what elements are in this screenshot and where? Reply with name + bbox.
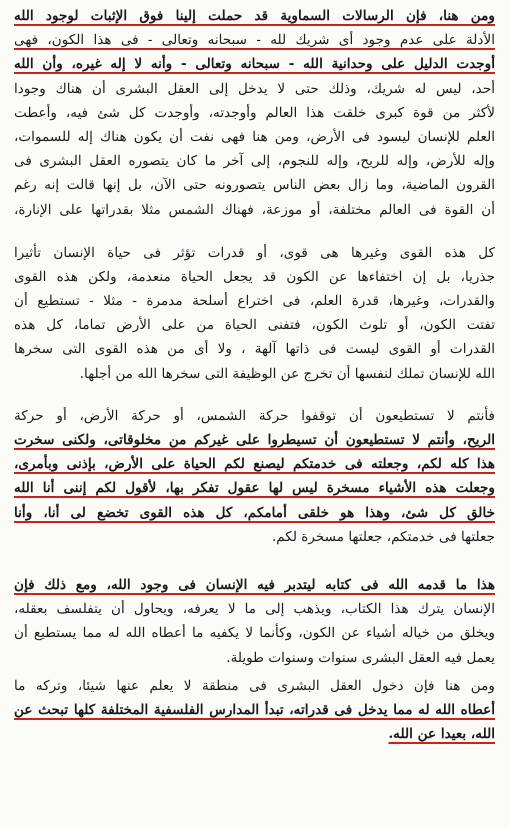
text-line: تفتت الكون، أو تلوث الكون، فتفنى الحياة من على الأرض تماما، كل هذه [14,317,495,334]
text-line: ويخلق من خياله أشياء عن الكون، وكأنما لا يكفيه ما أعطاه الله له مما يستطيع أن [14,625,495,642]
text-line: الإنسان يترك هذا الكتاب، ويذهب إلى ما لا يعرفه، ويحاول أن يتفلسف بعقله، [14,601,495,618]
text-line: القدرات أو القوى ليست فى ذاتها آلهة ، ولا أى من هذه القوى التى سخرها [14,341,495,358]
underlined-span: خالق كل شئ، وهذا هو خلقى أمامكم، كل هذه القوى تخضع لى أنا، وأنا [14,504,495,521]
underlined-span: وجعلت هذه الأشياء مسخرة ليس لها عقول تفكر بها، لأقول لكم إننى أنا الله [14,480,495,497]
underlined-span: الأدلة على عدم وجود أى شريك لله - سبحانه وتعالى - فى هذا الكون، فهى [14,32,495,49]
underlined-span: أعطاه الله له مما يدخل فى قدراته، تبدأ المدارس الفلسفية المختلفة كلها تبحث عن [14,701,495,718]
text-line: القرون الماضية، وما زال بعض الناس يتصورونه حتى الآن، بل إنها قالت إنه رغم [14,177,495,194]
text-line [14,501,495,525]
text-line: الله للإنسان تملك لنفسها أن تخرج عن الوظيفة التى سخرها الله من أجلها. [79,365,495,382]
underlined-span: الله، بعيدا عن الله. [388,726,495,743]
paragraph-1 [14,4,495,222]
underlined-span: ومن هنا، فإن الرسالات السماوية قد حملت إلينا فوق الإثبات لوجود الله [14,8,495,24]
text-line: كل هذه القوى وغيرها هى قوى، أو قدرات تؤثر فى حياة الإنسان تأثيرا [14,244,495,261]
text-line: لأكثر من قوة كبرى خلقت هذا العالم وأوجدته، وأوجدت كل شئ فيه، وأعطت [14,104,495,121]
text-line: فأنتم لا تستطيعون أن توقفوا حركة الشمس، أو حركة الأرض، أو حركة [14,407,495,424]
text-line: جذريا، بل إن اختفاءها عن الكون قد يجعل الحياة منعدمة، ولكن هذه القوى [14,268,495,285]
underlined-span: هذا ما قدمه الله فى كتابه ليتدبر فيه الإنسان فى وجود الله، ومع ذلك فإن [14,576,495,593]
text-line [14,52,495,76]
text-line: والقدرات، وغيرها، قدرة العلم، فى اختراع أسلحة مدمرة - مثلا - تستطيع أن [14,293,495,310]
text-line: العلم للإنسان ليسود فى الأرض، ومن هنا فهى نفت أن يكون هناك إله للسموات، [14,128,495,145]
text-line: جعلتها فى خدمتكم، جعلتها مسخرة لكم. [271,528,495,545]
text-line [14,428,495,452]
text-line [14,476,495,500]
text-line [14,452,495,476]
text-line: أحد، ليس له شريك، وذلك حتى لا يدخل إلى العقل البشرى أن هناك وجودا [14,80,495,97]
underlined-span: أوجدت الدليل على وحدانية الله - سبحانه وتعالى - وأنه لا إله غيره، وأن الله [14,56,495,73]
text-line: يعمل فيه العقل البشرى سنوات وسنوات طويلة. [226,649,495,666]
text-line [14,573,495,597]
text-line [14,4,495,28]
underlined-span: الريح، وأنتم لا تستطيعون أن تسيطروا على غيركم من مخلوقاتى، ولكنى سخرت [14,432,495,448]
paragraph-3 [14,404,495,549]
paragraph-2 [14,241,495,386]
text-line: وإله للأرض، وإله للريح، وإله للنجوم، إلى آخر ما كان يتصوره العقل البشرى فى [14,153,495,170]
underlined-span: هذا كله لكم، وجعلته فى خدمتكم ليصنع لكم الحياة على الأرض، بإذنى وبأمرى، [14,456,495,473]
paragraph-4 [14,573,495,670]
text-line [14,698,495,722]
text-line: أن القوة فى العالم مختلفة، أو موزعة، فهناك الشمس مثلا بقدراتها على الإنارة، [14,201,495,218]
paragraph-5 [14,674,495,747]
text-line [14,28,495,52]
text-line [14,722,495,746]
text-line: ومن هنا فإن دخول العقل البشرى فى منطقة لا يعلم عنها شيئا، وتركه ما [14,677,495,694]
